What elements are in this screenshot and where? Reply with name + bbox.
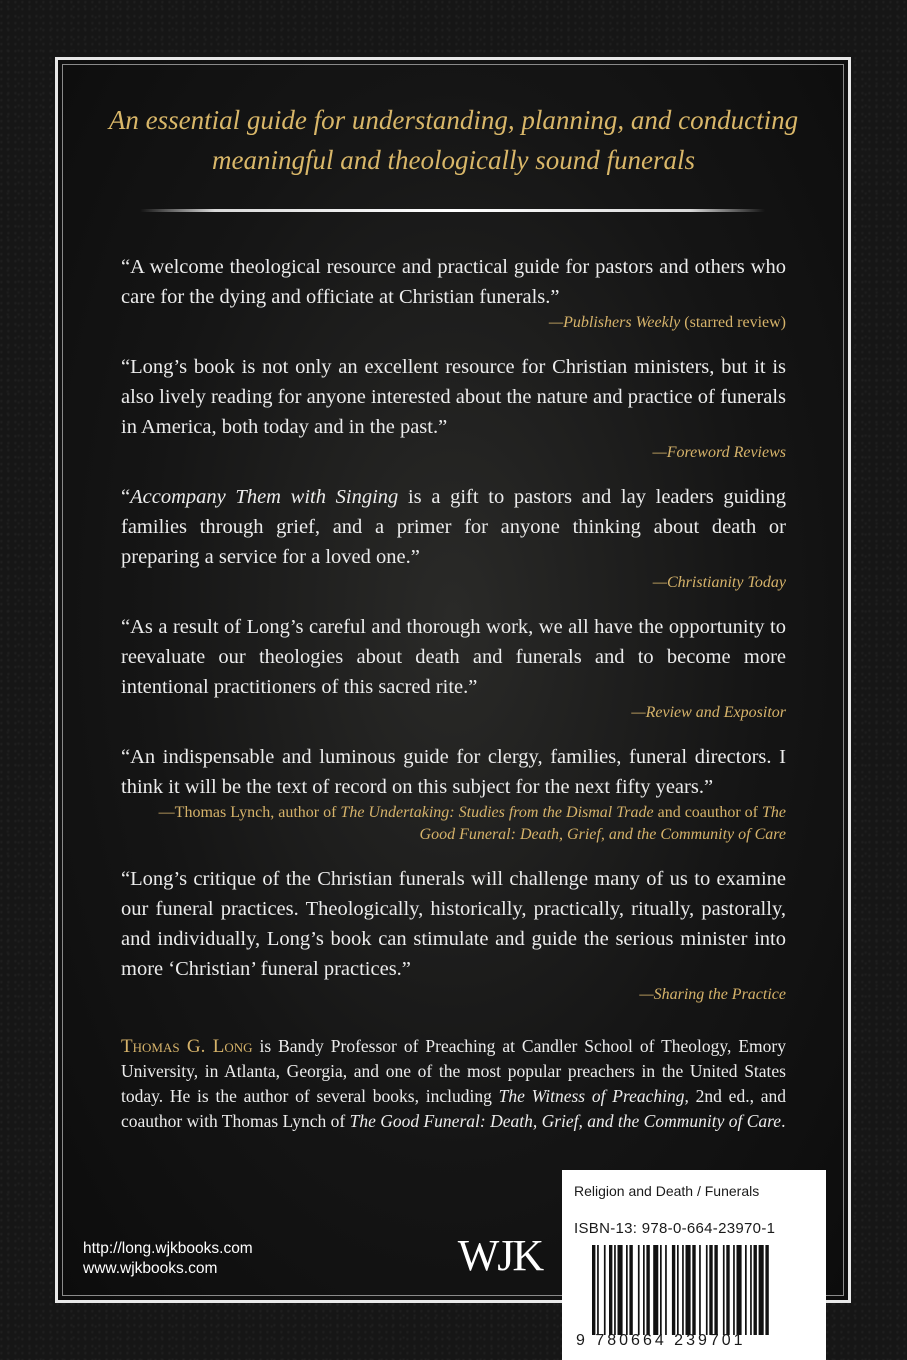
barcode-bar <box>638 1245 640 1335</box>
endorsement-text: “An indispensable and luminous guide for clergy, families, funeral directors. I think it will be the text of record on this subject for the next fifty years.” <box>121 746 786 798</box>
endorsement <box>121 742 786 846</box>
endorsement <box>121 864 786 1006</box>
endorsement-attribution: —Review and Expositor <box>631 704 786 721</box>
author-bio: Thomas G. Long is Bandy Professor of Preaching at Candler School of Theology, Emory University, in Atlanta, Georgia, and one of the most popular preachers in the United States today. He is the author of several books, including The Witness of Preaching, 2nd ed., and coauthor with Thomas Lynch of The Good Funeral: Death, Grief, and the Community of Care. <box>121 1036 786 1131</box>
barcode-label <box>562 1170 826 1360</box>
barcode-bar <box>660 1245 662 1335</box>
isbn-text: ISBN-13: 978-0-664-23970-1 <box>574 1220 776 1237</box>
barcode-bar <box>745 1245 747 1335</box>
barcode-bar <box>754 1245 757 1335</box>
publisher-logo: WJK <box>457 1231 543 1280</box>
barcode-bar <box>677 1245 679 1335</box>
endorsement-text: “A welcome theological resource and practical guide for pastors and others who care for the dying and officiate at Christian funerals.” <box>121 256 786 308</box>
barcode-bar <box>714 1245 717 1335</box>
tagline <box>90 100 817 180</box>
barcode-bar <box>597 1245 599 1335</box>
barcode-bar <box>709 1245 712 1335</box>
endorsement <box>121 352 786 464</box>
barcode-bar <box>672 1245 675 1335</box>
barcode-bar <box>692 1245 695 1335</box>
endorsement-attribution: —Sharing the Practice <box>639 986 786 1003</box>
endorsement-attribution: —Publishers Weekly (starred review) <box>548 314 786 331</box>
category-text: Religion and Death / Funerals <box>574 1183 760 1199</box>
endorsement-attribution: —Foreword Reviews <box>652 444 786 461</box>
url-link[interactable]: www.wjkbooks.com <box>83 1260 218 1277</box>
tagline-line-2: meaningful and theologically sound funerals <box>212 145 695 175</box>
barcode-bar <box>686 1245 691 1335</box>
endorsement-attribution: —Christianity Today <box>652 574 786 591</box>
endorsement <box>121 252 786 334</box>
tagline-line-1: An essential guide for understanding, planning, and conducting <box>108 105 799 135</box>
barcode <box>592 1245 820 1335</box>
barcode-bar <box>626 1245 628 1335</box>
barcode-bar <box>629 1245 632 1335</box>
barcode-bar <box>592 1245 595 1335</box>
endorsements <box>121 252 786 1006</box>
barcode-bar <box>723 1245 725 1335</box>
barcode-bar <box>604 1245 606 1335</box>
barcode-bar <box>665 1245 667 1335</box>
barcode-bar <box>765 1245 768 1335</box>
barcode-bar <box>643 1245 645 1335</box>
barcode-digits: 9 780664 239701 <box>576 1332 746 1349</box>
barcode-bar <box>614 1245 616 1335</box>
barcode-bar <box>646 1245 649 1335</box>
barcode-bar <box>682 1245 684 1335</box>
endorsement-text: “Accompany Them with Singing is a gift to pastors and lay leaders guiding families through grief, and a primer for anyone thinking about death or preparing a service for a loved one.” <box>121 486 787 568</box>
barcode-bar <box>618 1245 623 1335</box>
barcode-bar <box>733 1245 735 1335</box>
url-link[interactable]: http://long.wjkbooks.com <box>83 1240 253 1257</box>
barcode-bar <box>726 1245 729 1335</box>
barcode-bar <box>737 1245 742 1335</box>
endorsement-text: “Long’s book is not only an excellent resource for Christian ministers, but it is also lively reading for anyone interested about the nature and practice of funerals in America, both today and in the past.” <box>121 356 786 438</box>
barcode-bar <box>759 1245 764 1335</box>
endorsement <box>121 482 786 594</box>
barcode-bar <box>653 1245 658 1335</box>
endorsement-text: “Long’s critique of the Christian funerals will challenge many of us to examine our funeral practices. Theologically, historically, practically, ritually, pastorally, and individually, Long’s book can stimulate and guide the serious minister into more ‘Christian’ funeral practices.” <box>121 868 786 980</box>
barcode-bar <box>750 1245 752 1335</box>
barcode-bar <box>706 1245 708 1335</box>
barcode-bar <box>699 1245 701 1335</box>
publisher-urls <box>83 1239 253 1279</box>
endorsement-text: “As a result of Long’s careful and thorough work, we all have the opportunity to reevaluate our theologies about death and funerals and to become more intentional practitioners of this sacred rite.” <box>121 616 786 698</box>
endorsement <box>121 612 786 724</box>
barcode-bar <box>609 1245 612 1335</box>
endorsement-attribution: —Thomas Lynch, author of The Undertaking: Studies from the Dismal Trade and coauthor of The Good Funeral: Death, Grief, and the Community of Care <box>158 804 786 843</box>
author-name: Thomas G. Long <box>121 1036 253 1057</box>
divider <box>140 209 765 212</box>
